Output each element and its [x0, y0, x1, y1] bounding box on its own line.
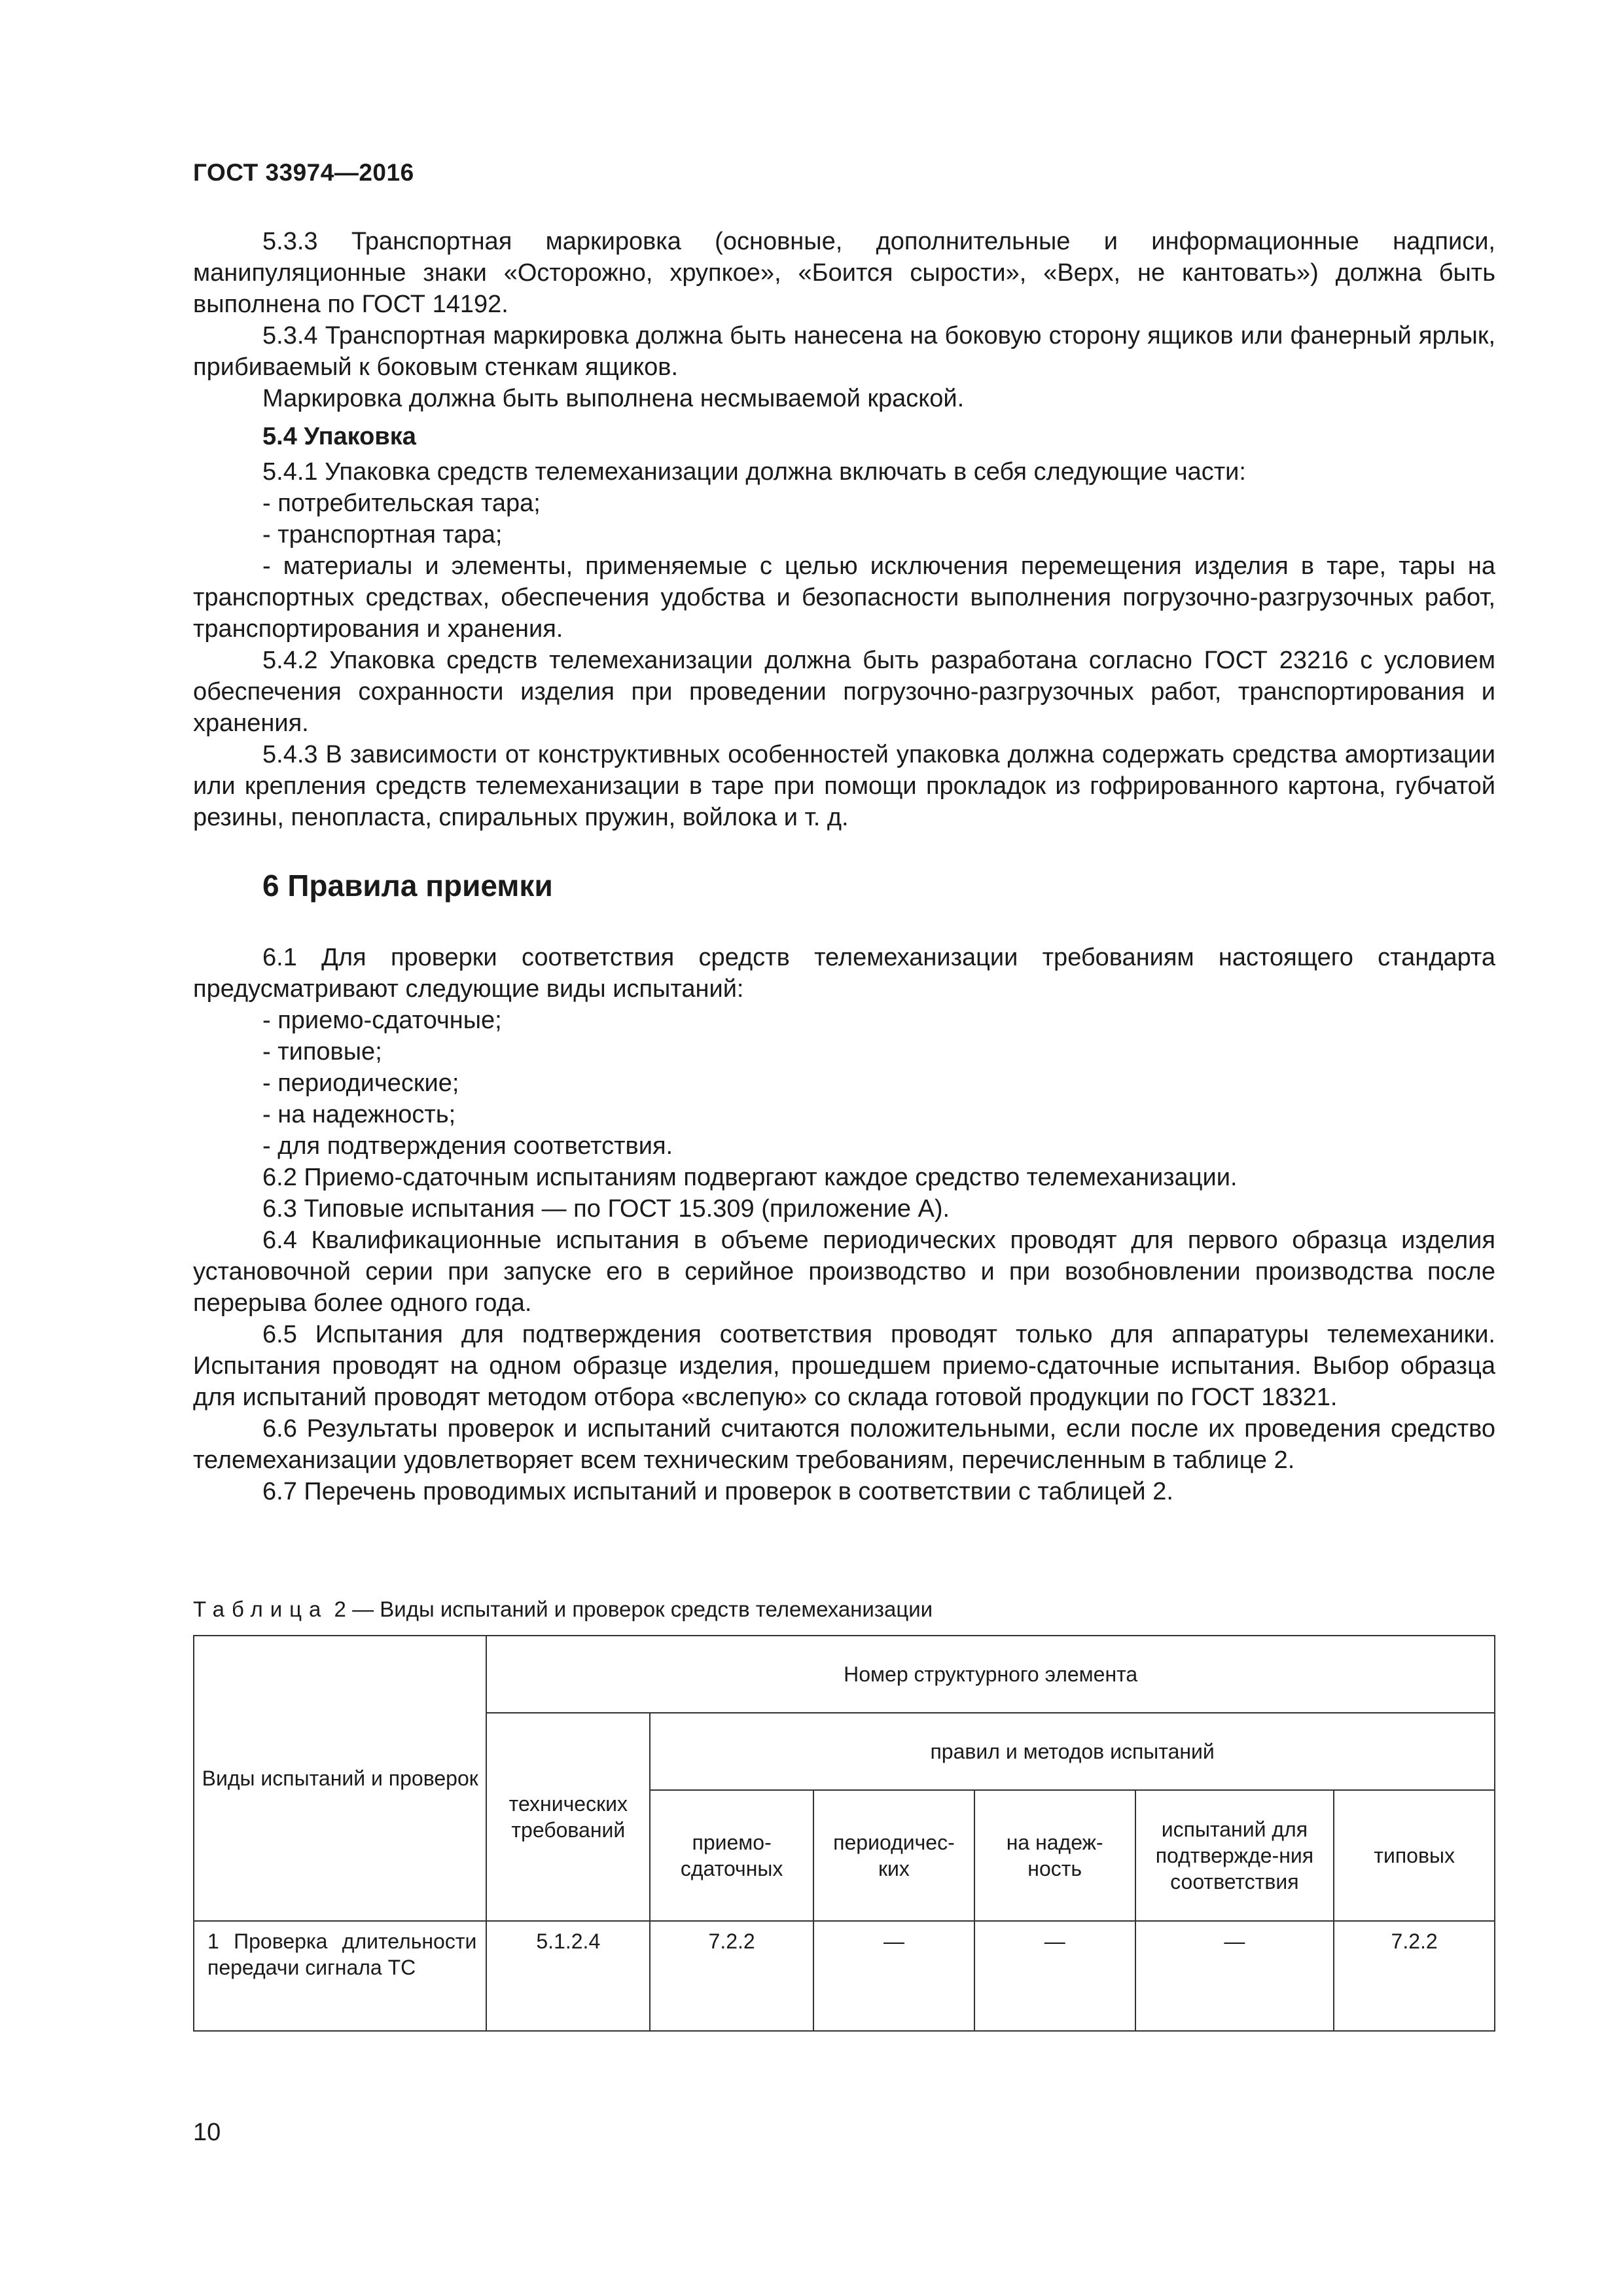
paragraph-5-4-1: 5.4.1 Упаковка средств телемеханизации должна включать в себя следующие части: [262, 458, 1246, 486]
table-header-tech: технических требований [486, 1713, 650, 1921]
section-heading-6: 6 Правила приемки [262, 869, 553, 903]
table-caption [193, 1597, 933, 1622]
list-item: - потребительская тара; [262, 490, 541, 517]
table-cell: 5.1.2.4 [486, 1921, 650, 2031]
paragraph-6-3: 6.3 Типовые испытания — по ГОСТ 15.309 (приложение А). [262, 1195, 950, 1223]
paragraph-6-4: 6.4 Квалификационные испытания в объеме периодических проводят для первого образца изделия установочной серии при запуске его в серийное производство и при возобновлении производства после перерыва более одного года. [193, 1227, 1495, 1317]
table-header-reliability: на надеж-ность [974, 1790, 1135, 1921]
table-header-kinds: Виды испытаний и проверок [194, 1636, 486, 1921]
paragraph-5-4-2: 5.4.2 Упаковка средств телемеханизации должна быть разработана согласно ГОСТ 23216 с условием обеспечения сохранности изделия при проведении погрузочно-разгрузочных работ, транспортирования и хранения. [193, 647, 1495, 737]
document-body [193, 226, 1495, 1507]
list-item: - типовые; [262, 1038, 382, 1066]
list-item: - транспортная тара; [262, 521, 503, 548]
table-caption-word: Таблица [193, 1597, 329, 1621]
table-cell: 7.2.2 [650, 1921, 813, 2031]
table-cell: — [813, 1921, 974, 2031]
tests-table [193, 1635, 1495, 2032]
paragraph-6-7: 6.7 Перечень проводимых испытаний и проверок в соответствии с таблицей 2. [262, 1478, 1173, 1505]
table-header-conformity: испытаний для подтвержде-ния соответствия [1135, 1790, 1334, 1921]
table-cell: — [974, 1921, 1135, 2031]
list-item: - приемо-сдаточные; [262, 1007, 502, 1034]
paragraph-5-4-3: 5.4.3 В зависимости от конструктивных особенностей упаковка должна содержать средства амортизации или крепления средств телемеханизации в таре при помощи прокладок из гофрированного картона, губчатой резины, пенопласта, спиральных пружин, войлока и т. д. [193, 741, 1495, 831]
page-number: 10 [193, 2119, 221, 2146]
paragraph-5-3-3: 5.3.3 Транспортная маркировка (основные, дополнительные и информационные надписи, манипуляционные знаки «Осторожно, хрупкое», «Боится сырости», «Верх, не кантовать») должна быть выполнена по ГОСТ 14192. [193, 228, 1495, 318]
list-item: - периодические; [262, 1069, 459, 1097]
table-caption-text: 2 — Виды испытаний и проверок средств телемеханизации [328, 1597, 933, 1621]
table-header-rules: правил и методов испытаний [650, 1713, 1495, 1790]
paragraph-5-3-4: 5.3.4 Транспортная маркировка должна быть нанесена на боковую сторону ящиков или фанерный ярлык, прибиваемый к боковым стенкам ящиков. [193, 322, 1495, 381]
list-item: - для подтверждения соответствия. [262, 1132, 673, 1160]
paragraph-6-2: 6.2 Приемо-сдаточным испытаниям подвергают каждое средство телемеханизации. [262, 1164, 1238, 1191]
table-header-periodic: периодичес-ких [813, 1790, 974, 1921]
document-header: ГОСТ 33974—2016 [193, 159, 414, 186]
table-cell: — [1135, 1921, 1334, 2031]
list-item: - на надежность; [262, 1101, 456, 1128]
table-row [194, 1921, 1495, 2031]
subsection-heading-5-4: 5.4 Упаковка [262, 423, 416, 450]
paragraph-6-6: 6.6 Результаты проверок и испытаний считаются положительными, если после их проведения средство телемеханизации удовлетворяет всем техническим требованиям, перечисленным в таблице 2. [193, 1415, 1495, 1474]
table-header-number: Номер структурного элемента [486, 1636, 1495, 1713]
table-header-type: типовых [1334, 1790, 1495, 1921]
paragraph-6-5: 6.5 Испытания для подтверждения соответствия проводят только для аппаратуры телемеханики. Испытания проводят на одном образце изделия, прошедшем приемо-сдаточные испытания. Выбор образца для испытаний проводят методом отбора «вслепую» со склада готовой продукции по ГОСТ 18321. [193, 1321, 1495, 1411]
table-header-acceptance: приемо-сдаточных [650, 1790, 813, 1921]
table-cell: 7.2.2 [1334, 1921, 1495, 2031]
table-cell-name: 1 Проверка длительности передачи сигнала ТС [194, 1921, 486, 2031]
list-item: - материалы и элементы, применяемые с целью исключения перемещения изделия в таре, тары на транспортных средствах, обеспечения удобства и безопасности выполнения погрузочно-разгрузочных работ, транспортирования и хранения. [193, 552, 1495, 643]
paragraph-5-3-4-note: Маркировка должна быть выполнена несмываемой краской. [262, 385, 965, 412]
paragraph-6-1: 6.1 Для проверки соответствия средств телемеханизации требованиям настоящего стандарта предусматривают следующие виды испытаний: [193, 944, 1495, 1003]
